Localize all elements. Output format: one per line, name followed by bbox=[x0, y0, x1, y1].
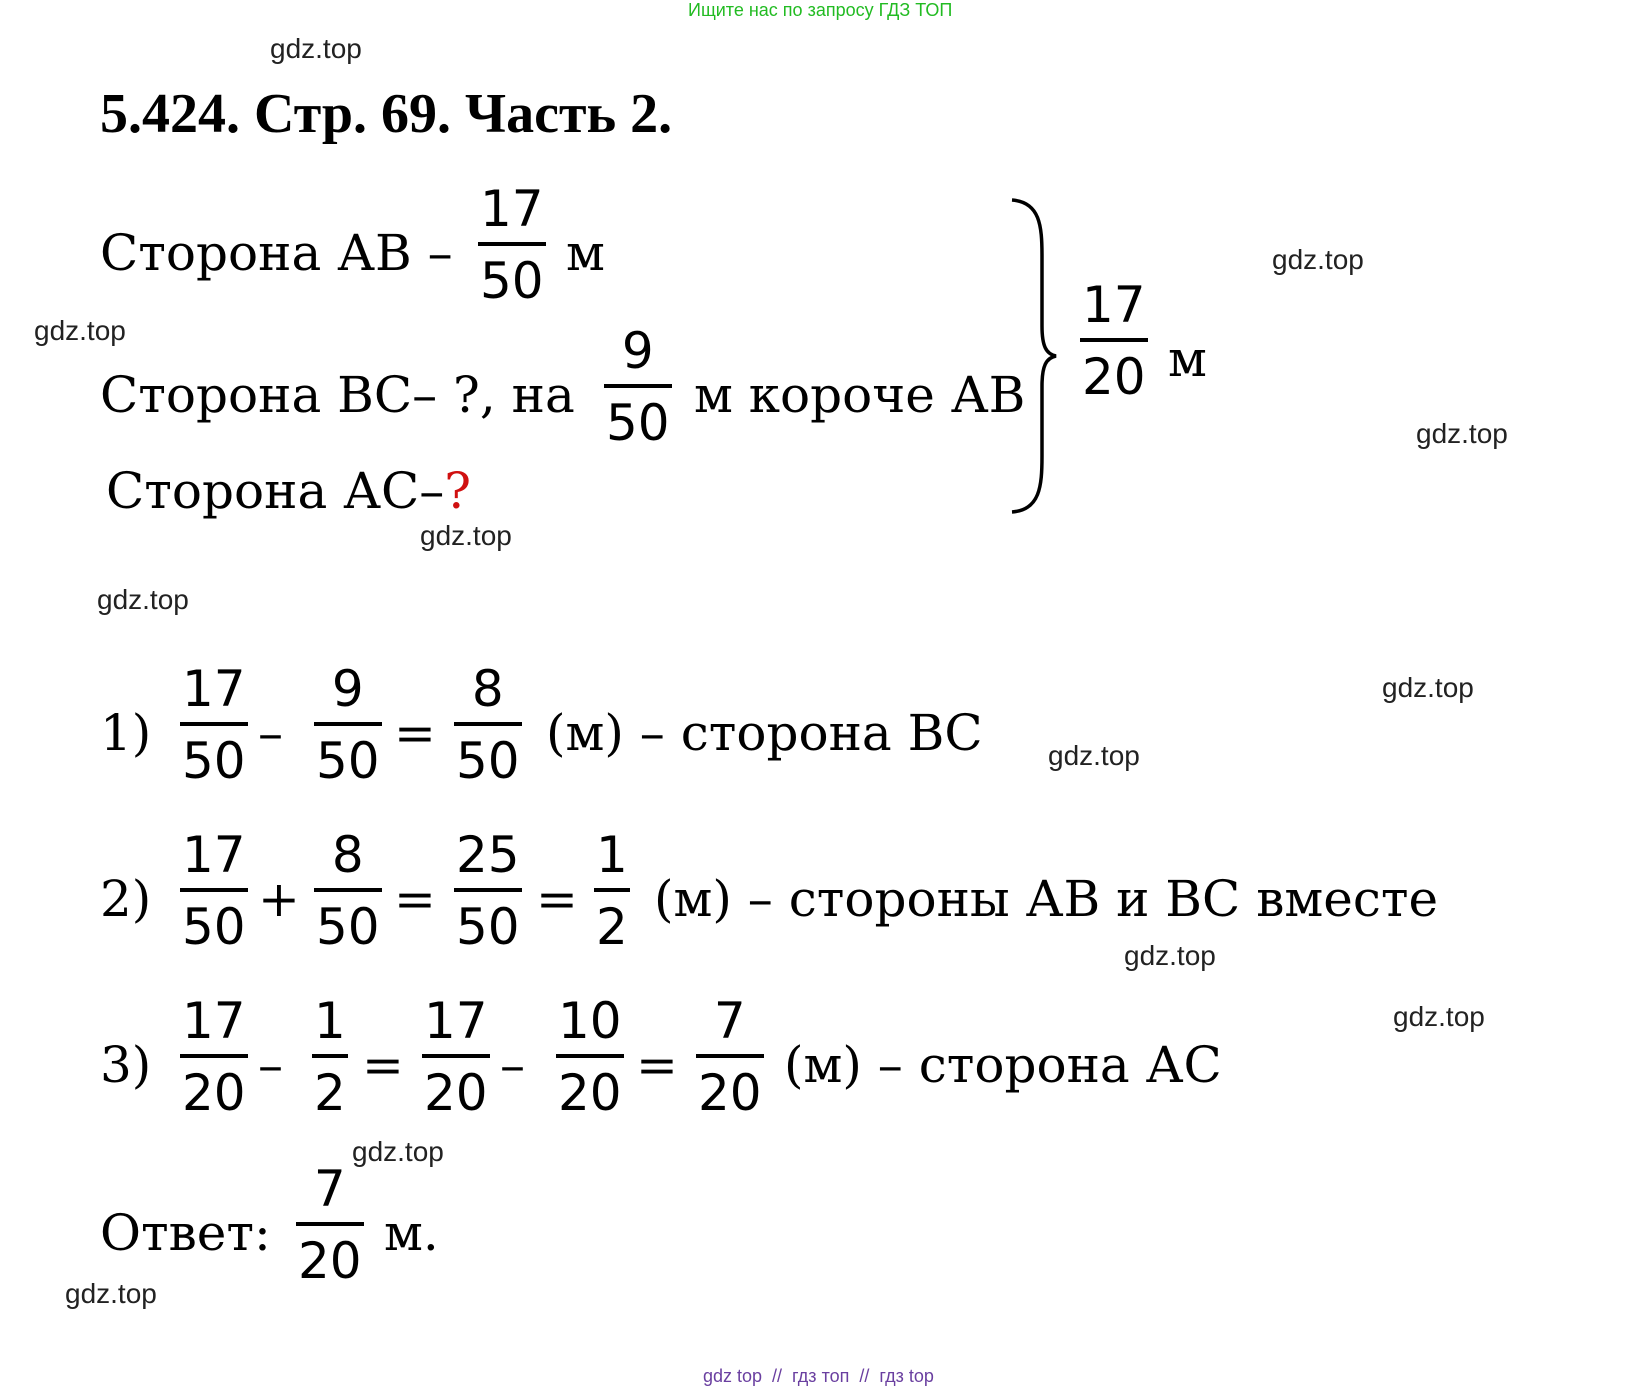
watermark: gdz.top bbox=[1393, 1001, 1485, 1032]
given-bc-tail: м короче АВ bbox=[694, 366, 1026, 424]
fraction: 17 20 bbox=[182, 992, 246, 1122]
given-bc-fraction: 9 50 bbox=[606, 322, 670, 452]
watermark: gdz.top bbox=[97, 584, 189, 615]
fraction: 17 50 bbox=[182, 660, 246, 790]
operator: – bbox=[258, 704, 283, 762]
answer-label: Ответ: bbox=[100, 1204, 271, 1262]
given-ab-unit: м bbox=[566, 224, 605, 282]
fraction: 9 50 bbox=[316, 660, 380, 790]
watermark: gdz.top bbox=[1048, 740, 1140, 771]
step-number: 3) bbox=[100, 1036, 152, 1094]
top-banner: Ищите нас по запросу ГДЗ ТОП bbox=[688, 0, 953, 20]
equals-sign: = bbox=[636, 1036, 678, 1094]
step-tail: (м) – стороны АВ и ВС вместе bbox=[654, 870, 1439, 928]
fraction: 25 50 bbox=[456, 826, 520, 956]
operator: + bbox=[258, 870, 300, 928]
watermark: gdz.top bbox=[1272, 244, 1364, 275]
given-ab-fraction: 17 50 bbox=[480, 180, 544, 310]
step-tail: (м) – сторона ВС bbox=[546, 704, 983, 762]
right-brace bbox=[1010, 196, 1060, 516]
watermark: gdz.top bbox=[352, 1136, 444, 1167]
equals-sign: = bbox=[536, 870, 578, 928]
watermark: gdz.top bbox=[270, 33, 362, 64]
watermark: gdz.top bbox=[420, 520, 512, 551]
bottom-banner: gdz top // гдз топ // гдз top bbox=[703, 1366, 934, 1386]
watermark: gdz.top bbox=[34, 315, 126, 346]
step-number: 2) bbox=[100, 870, 152, 928]
fraction: 8 50 bbox=[316, 826, 380, 956]
fraction: 1 2 bbox=[596, 826, 628, 956]
equals-sign: = bbox=[394, 870, 436, 928]
fraction: 8 50 bbox=[456, 660, 520, 790]
unknown-marker: ? bbox=[444, 462, 472, 520]
given-bc-label: Сторона ВС– ?, на bbox=[100, 366, 575, 424]
operator: – bbox=[500, 1036, 525, 1094]
equals-sign: = bbox=[362, 1036, 404, 1094]
given-ab-label: Сторона АВ – bbox=[100, 224, 453, 282]
answer-fraction: 7 20 bbox=[298, 1160, 362, 1290]
page-title: 5.424. Стр. 69. Часть 2. bbox=[100, 83, 673, 145]
given-total-unit: м bbox=[1168, 330, 1207, 388]
fraction: 17 20 bbox=[424, 992, 488, 1122]
fraction: 1 2 bbox=[314, 992, 346, 1122]
given-total-fraction: 17 20 bbox=[1082, 276, 1146, 406]
step-number: 1) bbox=[100, 704, 152, 762]
answer-unit: м. bbox=[384, 1204, 439, 1262]
step-tail: (м) – сторона АС bbox=[784, 1036, 1222, 1094]
watermark: gdz.top bbox=[1416, 418, 1508, 449]
fraction: 10 20 bbox=[558, 992, 622, 1122]
fraction: 7 20 bbox=[698, 992, 762, 1122]
equals-sign: = bbox=[394, 704, 436, 762]
watermark: gdz.top bbox=[1124, 940, 1216, 971]
given-ac-label: Сторона АС–? bbox=[106, 462, 472, 520]
fraction: 17 50 bbox=[182, 826, 246, 956]
watermark: gdz.top bbox=[65, 1278, 157, 1309]
operator: – bbox=[258, 1036, 283, 1094]
watermark: gdz.top bbox=[1382, 672, 1474, 703]
